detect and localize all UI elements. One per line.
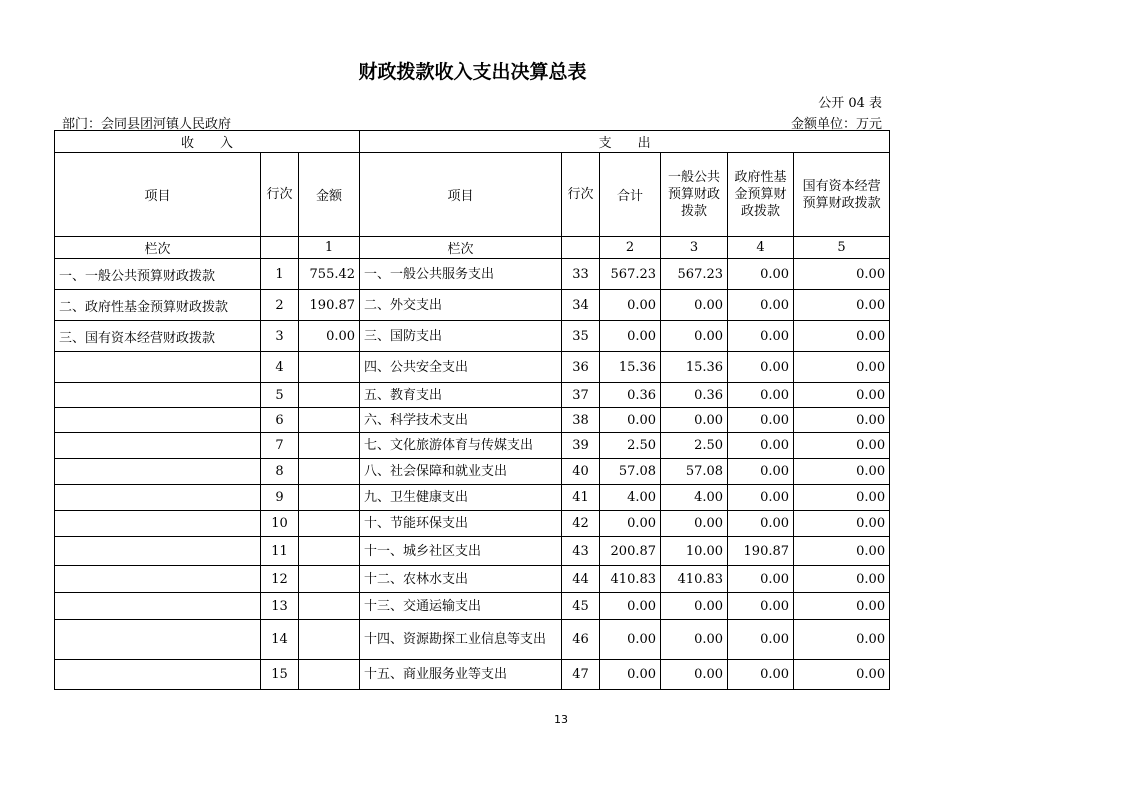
section-header-row <box>55 131 890 153</box>
expense-line-no-cell: 36 <box>562 352 600 383</box>
expense-line-no-cell: 45 <box>562 593 600 620</box>
general-budget-cell: 0.00 <box>661 290 728 321</box>
total-cell: 15.36 <box>600 352 661 383</box>
budget-table <box>54 130 890 690</box>
table-row <box>55 660 890 690</box>
expense-line-no-cell: 47 <box>562 660 600 690</box>
expense-item-cell: 五、教育支出 <box>360 383 562 408</box>
income-column-label: 栏次 <box>55 237 261 259</box>
page-title: 财政拨款收入支出决算总表 <box>358 61 587 83</box>
income-amount-cell: 755.42 <box>299 259 360 290</box>
general-budget-cell: 0.00 <box>661 511 728 537</box>
income-item-cell <box>55 660 261 690</box>
expense-line-no-cell: 35 <box>562 321 600 352</box>
income-line-no-cell: 15 <box>261 660 299 690</box>
expense-item-cell: 二、外交支出 <box>360 290 562 321</box>
expense-line-no-cell: 46 <box>562 620 600 660</box>
expense-item-cell: 三、国防支出 <box>360 321 562 352</box>
income-line-no-cell: 8 <box>261 459 299 485</box>
income-line-no-cell: 7 <box>261 433 299 459</box>
income-amount-cell: 190.87 <box>299 290 360 321</box>
income-amount-cell: 0.00 <box>299 321 360 352</box>
column-index-row <box>55 237 890 259</box>
income-section-header: 收 入 <box>55 131 360 153</box>
state-capital-cell: 0.00 <box>794 593 890 620</box>
table-row <box>55 537 890 566</box>
expense-item-cell: 四、公共安全支出 <box>360 352 562 383</box>
general-budget-cell: 0.00 <box>661 593 728 620</box>
income-line-no-cell: 6 <box>261 408 299 433</box>
income-amount-cell <box>299 593 360 620</box>
table-row <box>55 511 890 537</box>
total-header: 合计 <box>600 153 661 237</box>
expense-item-header: 项目 <box>360 153 562 237</box>
income-line-no-header: 行次 <box>261 153 299 237</box>
expense-column-label: 栏次 <box>360 237 562 259</box>
income-line-no-cell: 14 <box>261 620 299 660</box>
income-line-no-cell: 2 <box>261 290 299 321</box>
general-budget-cell: 2.50 <box>661 433 728 459</box>
total-cell: 567.23 <box>600 259 661 290</box>
expense-line-no-cell: 44 <box>562 566 600 593</box>
total-cell: 0.00 <box>600 593 661 620</box>
gov-fund-header: 政府性基金预算财政拨款 <box>728 153 794 237</box>
income-amount-cell <box>299 537 360 566</box>
total-cell: 0.00 <box>600 408 661 433</box>
income-amount-cell <box>299 408 360 433</box>
income-amount-header: 金额 <box>299 153 360 237</box>
expense-item-cell: 七、文化旅游体育与传媒支出 <box>360 433 562 459</box>
income-item-cell <box>55 620 261 660</box>
total-cell: 0.00 <box>600 620 661 660</box>
gov-fund-cell: 0.00 <box>728 620 794 660</box>
income-line-no-cell: 10 <box>261 511 299 537</box>
gov-fund-cell: 0.00 <box>728 321 794 352</box>
gov-fund-cell: 0.00 <box>728 408 794 433</box>
column-index-3: 3 <box>661 237 728 259</box>
income-line-no-cell: 5 <box>261 383 299 408</box>
expense-line-no-cell: 40 <box>562 459 600 485</box>
income-amount-cell <box>299 352 360 383</box>
income-item-cell <box>55 485 261 511</box>
gov-fund-cell: 0.00 <box>728 660 794 690</box>
general-budget-cell: 0.36 <box>661 383 728 408</box>
total-cell: 2.50 <box>600 433 661 459</box>
income-item-cell <box>55 352 261 383</box>
expense-item-cell: 六、科学技术支出 <box>360 408 562 433</box>
income-amount-cell <box>299 511 360 537</box>
expense-line-no-cell: 43 <box>562 537 600 566</box>
expense-item-cell: 十五、商业服务业等支出 <box>360 660 562 690</box>
income-line-no-cell: 11 <box>261 537 299 566</box>
general-budget-cell: 410.83 <box>661 566 728 593</box>
empty-cell <box>562 237 600 259</box>
column-index-5: 5 <box>794 237 890 259</box>
total-cell: 410.83 <box>600 566 661 593</box>
table-row <box>55 566 890 593</box>
expense-item-cell: 十四、资源勘探工业信息等支出 <box>360 620 562 660</box>
state-capital-cell: 0.00 <box>794 566 890 593</box>
gov-fund-cell: 0.00 <box>728 259 794 290</box>
expense-item-cell: 一、一般公共服务支出 <box>360 259 562 290</box>
department-label: 部门：会同县团河镇人民政府 <box>62 117 232 132</box>
table-row <box>55 620 890 660</box>
general-budget-header: 一般公共预算财政拨款 <box>661 153 728 237</box>
total-cell: 0.00 <box>600 660 661 690</box>
state-capital-cell: 0.00 <box>794 511 890 537</box>
state-capital-cell: 0.00 <box>794 459 890 485</box>
income-item-cell <box>55 537 261 566</box>
income-item-cell <box>55 408 261 433</box>
gov-fund-cell: 0.00 <box>728 352 794 383</box>
table-row <box>55 433 890 459</box>
total-cell: 0.00 <box>600 321 661 352</box>
income-item-cell: 二、政府性基金预算财政拨款 <box>55 290 261 321</box>
expense-item-cell: 十二、农林水支出 <box>360 566 562 593</box>
income-item-cell <box>55 459 261 485</box>
state-capital-cell: 0.00 <box>794 290 890 321</box>
table-row <box>55 352 890 383</box>
general-budget-cell: 0.00 <box>661 620 728 660</box>
income-line-no-cell: 3 <box>261 321 299 352</box>
general-budget-cell: 57.08 <box>661 459 728 485</box>
expense-item-cell: 八、社会保障和就业支出 <box>360 459 562 485</box>
expense-line-no-cell: 33 <box>562 259 600 290</box>
total-cell: 200.87 <box>600 537 661 566</box>
income-line-no-cell: 9 <box>261 485 299 511</box>
form-number: 公开 04 表 <box>818 96 882 111</box>
general-budget-cell: 0.00 <box>661 660 728 690</box>
column-index-2: 2 <box>600 237 661 259</box>
table-row <box>55 290 890 321</box>
income-item-cell <box>55 566 261 593</box>
state-capital-cell: 0.00 <box>794 433 890 459</box>
expense-item-cell: 十、节能环保支出 <box>360 511 562 537</box>
income-amount-cell <box>299 660 360 690</box>
expense-line-no-cell: 39 <box>562 433 600 459</box>
table-row <box>55 459 890 485</box>
total-cell: 0.36 <box>600 383 661 408</box>
expense-line-no-cell: 42 <box>562 511 600 537</box>
total-cell: 0.00 <box>600 290 661 321</box>
table-row <box>55 593 890 620</box>
state-capital-cell: 0.00 <box>794 660 890 690</box>
column-header-row <box>55 153 890 237</box>
gov-fund-cell: 0.00 <box>728 290 794 321</box>
state-capital-cell: 0.00 <box>794 620 890 660</box>
expense-line-no-header: 行次 <box>562 153 600 237</box>
income-item-cell: 一、一般公共预算财政拨款 <box>55 259 261 290</box>
income-amount-cell <box>299 485 360 511</box>
total-cell: 0.00 <box>600 511 661 537</box>
income-item-header: 项目 <box>55 153 261 237</box>
income-line-no-cell: 4 <box>261 352 299 383</box>
total-cell: 57.08 <box>600 459 661 485</box>
general-budget-cell: 15.36 <box>661 352 728 383</box>
gov-fund-cell: 190.87 <box>728 537 794 566</box>
gov-fund-cell: 0.00 <box>728 459 794 485</box>
income-item-cell <box>55 511 261 537</box>
income-amount-cell <box>299 620 360 660</box>
income-item-cell <box>55 383 261 408</box>
income-amount-cell <box>299 383 360 408</box>
table-row <box>55 259 890 290</box>
table-row <box>55 383 890 408</box>
gov-fund-cell: 0.00 <box>728 485 794 511</box>
gov-fund-cell: 0.00 <box>728 593 794 620</box>
gov-fund-cell: 0.00 <box>728 433 794 459</box>
gov-fund-cell: 0.00 <box>728 511 794 537</box>
income-line-no-cell: 12 <box>261 566 299 593</box>
table-row <box>55 321 890 352</box>
income-amount-cell <box>299 433 360 459</box>
state-capital-cell: 0.00 <box>794 259 890 290</box>
amount-unit-label: 金额单位：万元 <box>790 117 882 132</box>
state-capital-cell: 0.00 <box>794 408 890 433</box>
state-capital-cell: 0.00 <box>794 383 890 408</box>
general-budget-cell: 567.23 <box>661 259 728 290</box>
gov-fund-cell: 0.00 <box>728 566 794 593</box>
income-amount-cell <box>299 459 360 485</box>
general-budget-cell: 4.00 <box>661 485 728 511</box>
expense-line-no-cell: 37 <box>562 383 600 408</box>
income-item-cell <box>55 593 261 620</box>
state-capital-cell: 0.00 <box>794 537 890 566</box>
income-amount-cell <box>299 566 360 593</box>
state-capital-cell: 0.00 <box>794 321 890 352</box>
general-budget-cell: 0.00 <box>661 321 728 352</box>
page-number: 13 <box>554 713 568 726</box>
expense-item-cell: 九、卫生健康支出 <box>360 485 562 511</box>
income-line-no-cell: 1 <box>261 259 299 290</box>
expense-item-cell: 十一、城乡社区支出 <box>360 537 562 566</box>
income-item-cell <box>55 433 261 459</box>
gov-fund-cell: 0.00 <box>728 383 794 408</box>
state-capital-cell: 0.00 <box>794 352 890 383</box>
total-cell: 4.00 <box>600 485 661 511</box>
expense-line-no-cell: 38 <box>562 408 600 433</box>
general-budget-cell: 10.00 <box>661 537 728 566</box>
state-capital-header: 国有资本经营预算财政拨款 <box>794 153 890 237</box>
table-row <box>55 485 890 511</box>
column-index-1: 1 <box>299 237 360 259</box>
income-item-cell: 三、国有资本经营财政拨款 <box>55 321 261 352</box>
general-budget-cell: 0.00 <box>661 408 728 433</box>
expense-item-cell: 十三、交通运输支出 <box>360 593 562 620</box>
expense-section-header: 支 出 <box>360 131 890 153</box>
column-index-4: 4 <box>728 237 794 259</box>
expense-line-no-cell: 41 <box>562 485 600 511</box>
expense-line-no-cell: 34 <box>562 290 600 321</box>
state-capital-cell: 0.00 <box>794 485 890 511</box>
table-row <box>55 408 890 433</box>
empty-cell <box>261 237 299 259</box>
income-line-no-cell: 13 <box>261 593 299 620</box>
